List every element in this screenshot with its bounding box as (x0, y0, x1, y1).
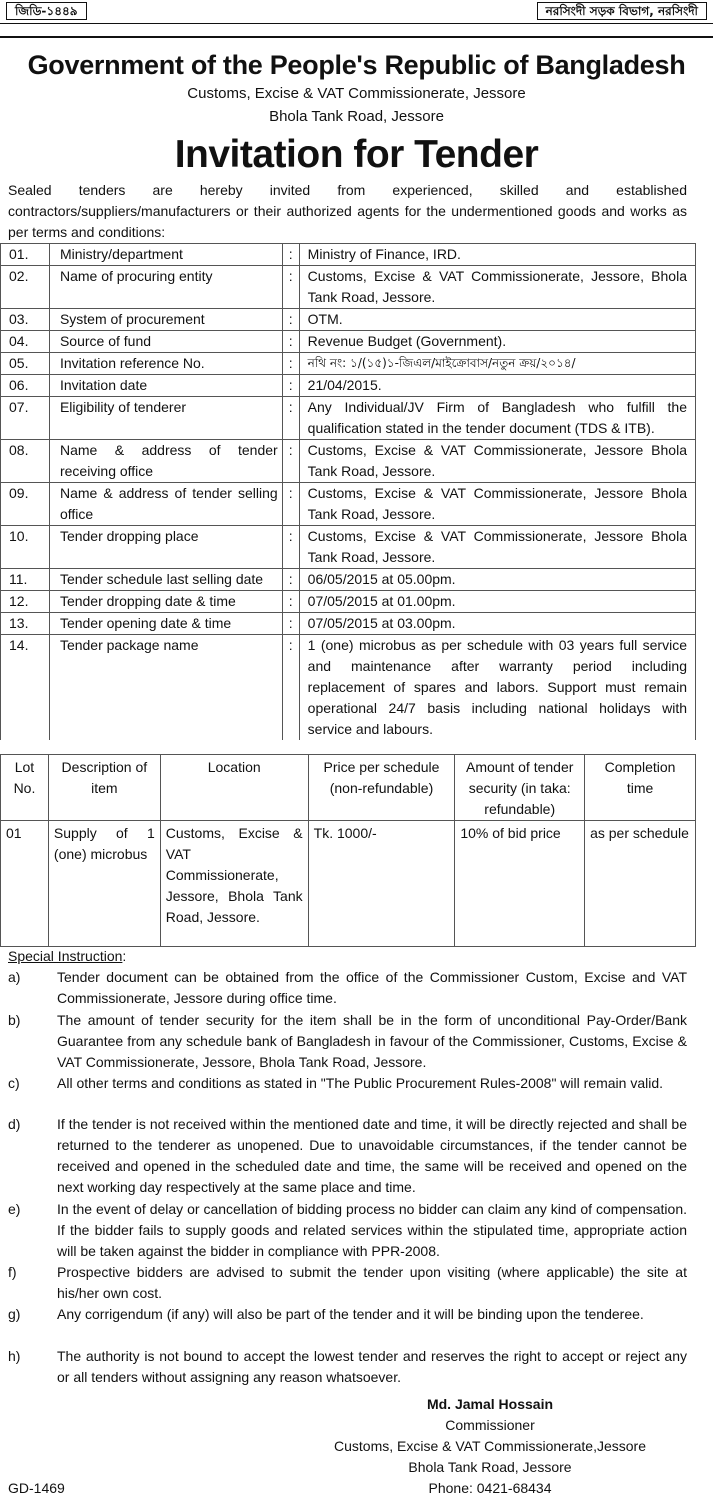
lot-table (0, 754, 696, 947)
row-number: 14. (1, 635, 50, 741)
instruction-letter: d) (8, 1116, 21, 1132)
row-colon: : (282, 309, 299, 331)
row-value: 1 (one) microbus as per schedule with 03 years full service and maintenance after warranty period including replacement of spares and labors. Support must remain operational 24/7 basis including national holidays with service and labours. (299, 635, 695, 741)
intro-paragraph: Sealed tenders are hereby invited from experienced, skilled and established contractors/suppliers/manufacturers or their authorized agents for the undermentioned goods and works as per terms and conditions: (8, 182, 687, 240)
row-number: 10. (1, 526, 50, 569)
row-number: 03. (1, 309, 50, 331)
lot-completion: as per schedule (585, 821, 696, 947)
lot-number: 01 (1, 821, 49, 947)
row-colon: : (282, 635, 299, 741)
row-label: Eligibility of tenderer (49, 397, 282, 440)
row-colon: : (282, 526, 299, 569)
government-heading: Government of the People's Republic of Bangladesh (27, 50, 686, 80)
table-row (1, 569, 696, 591)
table-row (1, 613, 696, 635)
instruction-text: Any corrigendum (if any) will also be part of the tender and it will be binding upon the tenderee. (57, 1306, 644, 1322)
table-row (1, 526, 696, 569)
row-number: 02. (1, 266, 50, 309)
row-label: Name & address of tender selling office (49, 483, 282, 526)
signatory-phone: Phone: 0421-68434 (428, 1480, 552, 1496)
instruction-text: All other terms and conditions as stated in "The Public Procurement Rules-2008" will remain valid. (57, 1075, 663, 1091)
instruction-item (8, 1199, 687, 1262)
signatory-designation: Commissioner (445, 1417, 535, 1433)
instruction-text: Prospective bidders are advised to submit the tender upon visiting (where applicable) the site at his/her own cost. (57, 1264, 687, 1301)
row-colon: : (282, 613, 299, 635)
header-completion: Completion time (585, 755, 696, 821)
instruction-item (8, 1346, 687, 1388)
row-value: Customs, Excise & VAT Commissionerate, Jessore Bhola Tank Road, Jessore. (299, 526, 695, 569)
row-label: Ministry/department (49, 244, 282, 266)
row-value: 07/05/2015 at 03.00pm. (299, 613, 695, 635)
table-row (1, 591, 696, 613)
table-row (1, 375, 696, 397)
row-label: Tender schedule last selling date (49, 569, 282, 591)
tender-info-table (0, 243, 696, 740)
instruction-letter: h) (8, 1348, 21, 1364)
lot-table-header (1, 755, 696, 821)
row-value: Customs, Excise & VAT Commissionerate, Jessore Bhola Tank Road, Jessore. (299, 440, 695, 483)
table-row (1, 244, 696, 266)
instruction-item (8, 1114, 687, 1198)
row-value: নথি নং: ১/(১৫)১-জিএল/মাইক্রোবাস/নতুন ক্রয়/২০১৪/ (299, 353, 695, 375)
row-label: Tender package name (49, 635, 282, 741)
row-label: Name of procuring entity (49, 266, 282, 309)
instruction-text: The amount of tender security for the item shall be in the form of unconditional Pay-Order/Bank Guarantee from any schedule bank of Bangladesh in favour of the Commissioner, Customs, Excise & VAT Commissionerate, Jessore, Bhola Tank Road, Jessore. (57, 1012, 687, 1070)
signatory-office: Customs, Excise & VAT Commissionerate,Jessore (334, 1438, 646, 1454)
row-number: 13. (1, 613, 50, 635)
row-value: 06/05/2015 at 05.00pm. (299, 569, 695, 591)
table-row (1, 309, 696, 331)
instruction-item (8, 1073, 687, 1094)
row-label: System of procurement (49, 309, 282, 331)
table-row (1, 266, 696, 309)
special-instruction-label: Special Instruction (8, 948, 123, 964)
row-colon: : (282, 483, 299, 526)
row-colon: : (282, 397, 299, 440)
table-row (1, 483, 696, 526)
instruction-item (8, 1010, 687, 1073)
row-value: Ministry of Finance, IRD. (299, 244, 695, 266)
row-colon: : (282, 353, 299, 375)
row-number: 12. (1, 591, 50, 613)
row-label: Tender dropping date & time (49, 591, 282, 613)
instruction-letter: c) (8, 1075, 20, 1091)
instruction-letter: f) (8, 1264, 17, 1280)
row-number: 06. (1, 375, 50, 397)
instruction-item (8, 1262, 687, 1304)
lot-location: Customs, Excise & VAT Commissionerate, Jessore, Bhola Tank Road, Jessore. (160, 821, 308, 947)
row-value: Customs, Excise & VAT Commissionerate, Jessore, Bhola Tank Road, Jessore. (299, 266, 695, 309)
table-row (1, 635, 696, 741)
row-value: 21/04/2015. (299, 375, 695, 397)
table-row (1, 331, 696, 353)
gd-number-bn: জিডি-১৪৪৯ (6, 2, 87, 20)
row-colon: : (282, 375, 299, 397)
top-bar (0, 0, 713, 24)
row-label: Source of fund (49, 331, 282, 353)
instruction-text: If the tender is not received within the mentioned date and time, it will be directly rejected and shall be returned to the tenderer as unopened. Due to unavoidable circumstances, if the tender cannot be received and opened in the scheduled date and time, the same will be received and opened on the next working day respectively at the same place and time. (57, 1116, 687, 1195)
special-instruction-colon: : (122, 948, 127, 964)
row-number: 08. (1, 440, 50, 483)
instruction-letter: e) (8, 1201, 21, 1217)
lot-price: Tk. 1000/- (308, 821, 455, 947)
header-security: Amount of tender security (in taka: refundable) (455, 755, 585, 821)
instruction-letter: a) (8, 969, 21, 985)
instruction-text: Tender document can be obtained from the office of the Commissioner Custom, Excise and VAT Commissionerate, Jessore during office time. (57, 969, 687, 1006)
table-row (1, 821, 696, 947)
row-label: Name & address of tender receiving office (49, 440, 282, 483)
row-number: 11. (1, 569, 50, 591)
office-address: Bhola Tank Road, Jessore (269, 108, 444, 125)
table-row (1, 353, 696, 375)
header-description: Description of item (48, 755, 160, 821)
row-label: Invitation reference No. (49, 353, 282, 375)
instruction-item (8, 1304, 687, 1325)
instruction-text: The authority is not bound to accept the lowest tender and reserves the right to accept or reject any or all tenders without assigning any reason whatsoever. (57, 1348, 687, 1385)
row-colon: : (282, 569, 299, 591)
row-colon: : (282, 591, 299, 613)
signatory-address: Bhola Tank Road, Jessore (408, 1459, 572, 1475)
row-value: 07/05/2015 at 01.00pm. (299, 591, 695, 613)
row-label: Tender opening date & time (49, 613, 282, 635)
notice-title: Invitation for Tender (174, 133, 539, 176)
row-label: Invitation date (49, 375, 282, 397)
instruction-letter: g) (8, 1306, 21, 1322)
lot-description: Supply of 1 (one) microbus (48, 821, 160, 947)
header-lot-no: Lot No. (1, 755, 49, 821)
gd-number: GD-1469 (8, 1480, 65, 1496)
row-colon: : (282, 440, 299, 483)
office-name: Customs, Excise & VAT Commissionerate, Jessore (187, 85, 526, 102)
instruction-text: In the event of delay or cancellation of bidding process no bidder can claim any kind of compensation. If the bidder fails to supply goods and related services within the stipulated time, appropriate action will be taken against the bidder in compliance with PPR-2008. (57, 1201, 687, 1259)
row-colon: : (282, 266, 299, 309)
row-number: 07. (1, 397, 50, 440)
header-location: Location (160, 755, 308, 821)
table-row (1, 440, 696, 483)
row-number: 05. (1, 353, 50, 375)
instruction-letter: b) (8, 1012, 21, 1028)
header-price: Price per schedule (non-refundable) (308, 755, 455, 821)
instruction-item (8, 967, 687, 1009)
table-row (1, 397, 696, 440)
row-value: Customs, Excise & VAT Commissionerate, Jessore Bhola Tank Road, Jessore. (299, 483, 695, 526)
special-instruction-heading (8, 946, 126, 967)
row-number: 09. (1, 483, 50, 526)
row-label: Tender dropping place (49, 526, 282, 569)
row-number: 04. (1, 331, 50, 353)
row-value: Revenue Budget (Government). (299, 331, 695, 353)
signatory-name: Md. Jamal Hossain (426, 1396, 554, 1412)
lot-security: 10% of bid price (455, 821, 585, 947)
row-value: Any Individual/JV Firm of Bangladesh who fulfill the qualification stated in the tender document (TDS & ITB). (299, 397, 695, 440)
row-number: 01. (1, 244, 50, 266)
dept-name-bn: নরসিংদী সড়ক বিভাগ, নরসিংদী (537, 2, 707, 20)
row-colon: : (282, 244, 299, 266)
row-value: OTM. (299, 309, 695, 331)
row-colon: : (282, 331, 299, 353)
